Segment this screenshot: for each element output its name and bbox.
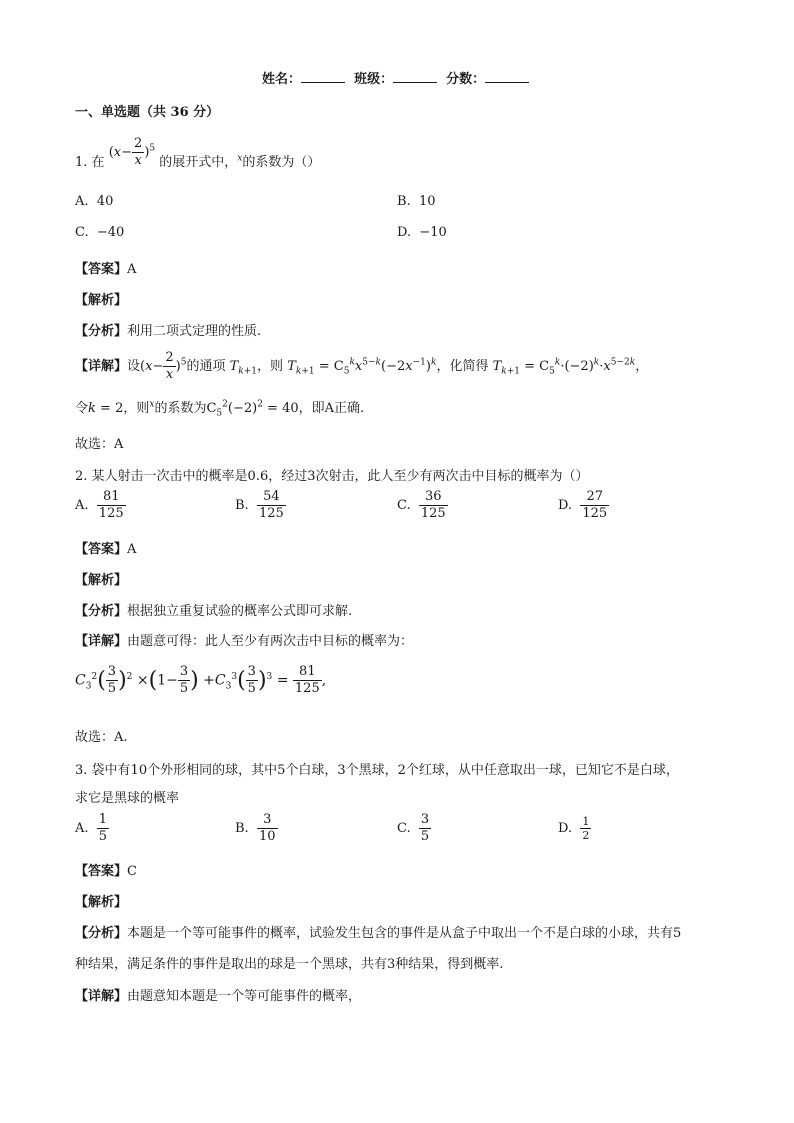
fenxi-text: 本题是一个等可能事件的概率，试验发生包含的事件是从盒子中取出一个不是白球的小球，共有5 <box>127 926 682 941</box>
line2-mid2: 的系数为 <box>154 401 207 416</box>
section-title: 一、单选题（共 36 分） <box>75 105 220 120</box>
option-text: 40 <box>96 194 114 209</box>
q2-option-a[interactable] <box>75 489 126 522</box>
option-den: 125 <box>98 506 124 521</box>
answer-label: 【答案】 <box>75 262 128 277</box>
detail-mid3: ，化简得 <box>436 359 489 374</box>
option-den: 125 <box>420 506 446 521</box>
q2-conclusion: 故选：A. <box>75 730 128 745</box>
option-num: 81 <box>97 489 126 506</box>
class-blank[interactable] <box>393 70 437 83</box>
option-letter: A. <box>75 821 89 836</box>
q2-number: 2. <box>75 469 88 484</box>
q3-number: 3. <box>75 763 88 778</box>
q3-option-a[interactable] <box>75 812 109 845</box>
option-letter: C. <box>397 821 411 836</box>
simplified-formula: $T_{k+1} = C_5^k\cdot(-2)^k\cdot x^{5-2k}$ <box>492 357 636 377</box>
fenxi-text: 利用二项式定理的性质. <box>127 324 262 339</box>
q1-option-c[interactable] <box>75 225 124 240</box>
option-text: 10 <box>418 194 436 209</box>
option-letter: A. <box>75 194 89 209</box>
option-letter: B. <box>235 821 249 836</box>
q1-option-d[interactable] <box>397 225 447 240</box>
option-num: 27 <box>580 489 609 506</box>
q2-stem <box>75 465 589 484</box>
detail-label: 【详解】 <box>75 634 128 649</box>
option-letter: D. <box>558 821 573 836</box>
detail-text: 由题意知本题是一个等可能事件的概率， <box>127 989 362 1004</box>
q3-fenxi-line2: 种结果，满足条件的事件是取出的球是一个黑球，共有3种结果，得到概率. <box>75 957 504 972</box>
option-den: 5 <box>420 829 430 844</box>
q1-var: x <box>237 153 243 164</box>
answer-label: 【答案】 <box>75 542 128 557</box>
detail-mid1: 的通项 <box>186 359 226 374</box>
q2-detail <box>75 630 413 649</box>
option-letter: D. <box>397 225 412 240</box>
option-letter: C. <box>397 498 411 513</box>
line2-mid: ，则 <box>123 401 150 416</box>
score-blank[interactable] <box>485 70 529 83</box>
q1-option-b[interactable] <box>397 194 436 209</box>
q1-expression: (x− $\frac{2}{x}$ )$^5$ <box>108 136 156 168</box>
detail-mid2: ，则 <box>257 359 284 374</box>
name-label: 姓名： <box>262 72 302 87</box>
option-num: 3 <box>420 812 430 827</box>
q2-fenxi <box>75 600 352 619</box>
option-den: 125 <box>258 506 284 521</box>
detail-pre: 设 <box>127 359 141 374</box>
q3-analysis-label: 【解析】 <box>75 895 128 910</box>
fenxi-label: 【分析】 <box>75 324 128 339</box>
term-formula: $T_{k+1} = C_5^kx^{5-k}(-2x^{-1})^k$ <box>287 357 437 377</box>
k-value: k = 2 <box>88 401 124 416</box>
q2-text: 某人射击一次击中的概率是0.6，经过3次射击，此人至少有两次击中目标的概率为（） <box>91 469 589 484</box>
option-num: 36 <box>419 489 448 506</box>
option-num: 1 <box>582 815 590 828</box>
q1-pre: 在 <box>91 155 105 170</box>
q1-number: 1. <box>75 155 88 170</box>
line2-end: ，即A正确. <box>298 401 365 416</box>
answer-label: 【答案】 <box>75 864 128 879</box>
answer-value: A <box>127 262 137 277</box>
q1-detail-line2 <box>75 397 364 419</box>
q1-conclusion: 故选：A <box>75 437 124 452</box>
option-letter: C. <box>75 225 89 240</box>
answer-value: C <box>127 864 137 879</box>
q3-text-line1: 袋中有10个外形相同的球，其中5个白球，3个黑球，2个红球，从中任意取出一球，已知它不是白球， <box>91 763 679 778</box>
q3-stem-line1 <box>75 759 679 778</box>
q1-fenxi <box>75 320 261 339</box>
fenxi-label: 【分析】 <box>75 926 128 941</box>
q3-answer <box>75 860 137 879</box>
q3-fenxi-line1 <box>75 922 681 941</box>
option-den: 2 <box>582 829 590 842</box>
option-den: 5 <box>98 829 108 844</box>
q1-binomial: (x− $\frac{2}{x}$ )$^5$ <box>140 350 187 382</box>
q2-option-d[interactable] <box>558 489 609 522</box>
score-label: 分数： <box>446 72 486 87</box>
q3-option-c[interactable] <box>397 812 431 845</box>
option-letter: D. <box>558 498 573 513</box>
q2-answer <box>75 538 136 557</box>
option-letter: A. <box>75 498 89 513</box>
q2-option-b[interactable] <box>235 489 286 522</box>
q2-analysis-label: 【解析】 <box>75 573 128 588</box>
option-num: 3 <box>257 812 278 829</box>
q3-detail <box>75 985 361 1004</box>
q1-post2: 的系数为（） <box>242 155 321 170</box>
option-letter: B. <box>235 498 249 513</box>
q2-option-c[interactable] <box>397 489 448 522</box>
q1-answer <box>75 258 136 277</box>
coef-formula: $C_5^2(-2)^2 = 40$ <box>206 399 299 419</box>
option-text: −10 <box>419 225 447 240</box>
general-term: $T_{k+1}$ <box>229 359 258 377</box>
detail-label: 【详解】 <box>75 989 128 1004</box>
q3-stem-line2: 求它是黑球的概率 <box>75 791 180 806</box>
q1-stem <box>75 136 321 179</box>
line2-pre: 令 <box>75 401 89 416</box>
option-num: 1 <box>98 812 108 827</box>
option-den: 10 <box>258 829 276 844</box>
q1-post: 的展开式中， <box>159 155 238 170</box>
q1-var-2: x <box>149 399 155 410</box>
fenxi-text: 根据独立重复试验的概率公式即可求解. <box>127 604 353 619</box>
q1-detail <box>75 350 648 383</box>
option-num: 54 <box>257 489 286 506</box>
option-den: 125 <box>582 506 608 521</box>
option-letter: B. <box>397 194 411 209</box>
answer-value: A <box>127 542 137 557</box>
detail-end: ， <box>635 359 649 374</box>
q3-option-d[interactable] <box>558 815 591 842</box>
detail-label: 【详解】 <box>75 359 128 374</box>
name-blank[interactable] <box>301 70 345 83</box>
option-text: −40 <box>96 225 125 240</box>
q2-formula: $C_3^2$( $\frac{3}{5}$ )$^2$ ×(1− $\frac{3}{5}$ ) $+C_3^3$( $\frac{3}{5}$ )$^3$ = $\frac{81}{125}$ , <box>75 664 327 696</box>
header-info <box>262 68 529 87</box>
class-label: 班级： <box>354 72 394 87</box>
q1-option-a[interactable] <box>75 194 113 209</box>
q1-analysis-label: 【解析】 <box>75 293 128 308</box>
fenxi-label: 【分析】 <box>75 604 128 619</box>
detail-text: 由题意可得：此人至少有两次击中目标的概率为： <box>127 634 414 649</box>
q3-option-b[interactable] <box>235 812 278 845</box>
